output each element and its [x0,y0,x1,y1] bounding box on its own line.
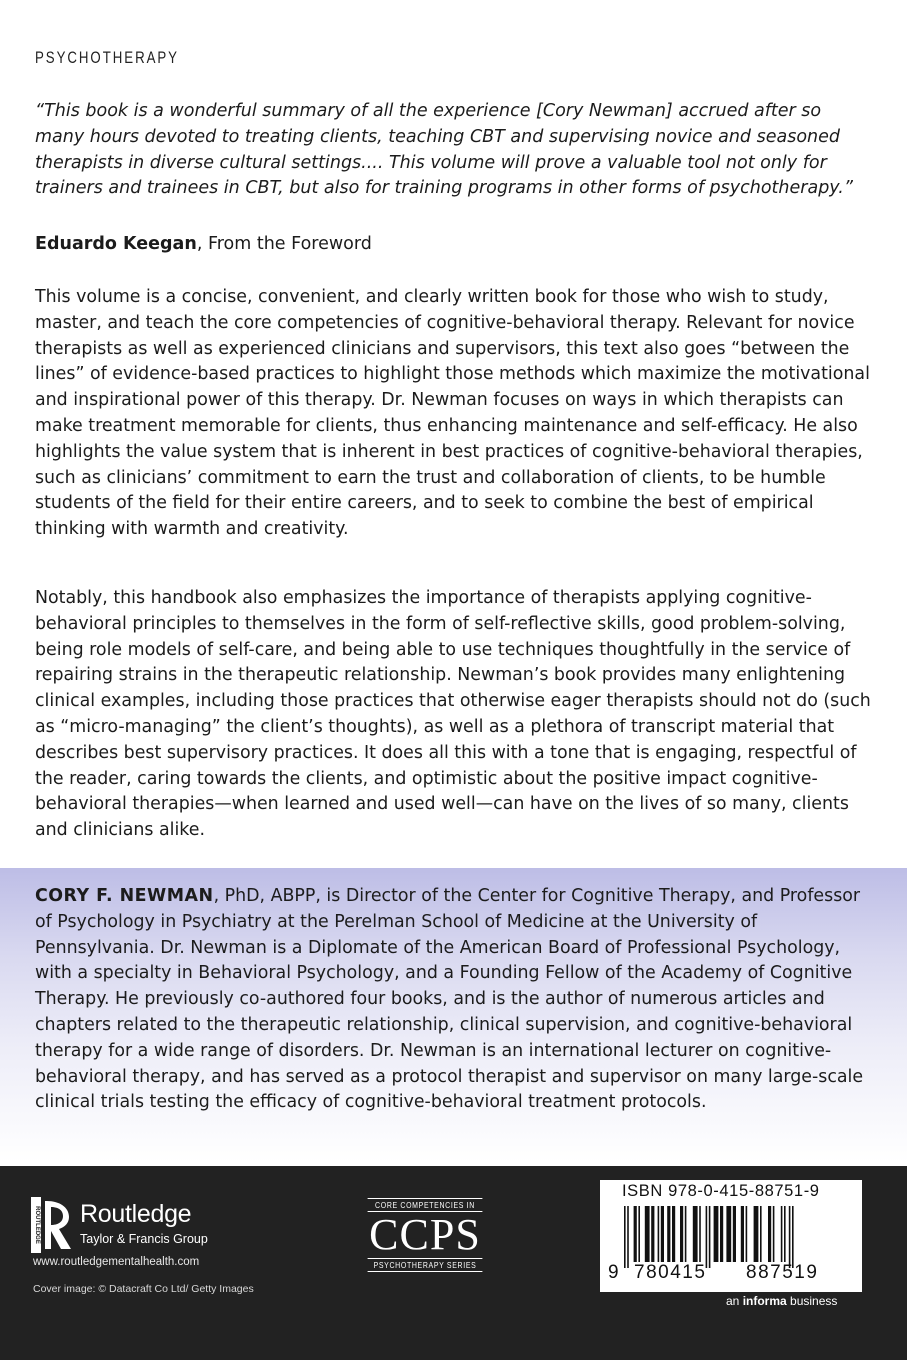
category-label: PSYCHOTHERAPY [35,48,179,67]
barcode-bar [638,1206,640,1262]
barcode-bar [773,1206,775,1262]
author-bio-text: , PhD, ABPP, is Director of the Center for Cognitive Therapy, and Professor of Psychology in Psychiatry at the Perelman School of Medicine at the University of Pennsylvania. Dr. Newman is a Diplomate of the American Board of Professional Psychology, with a specialty in Behavioral Psychology, and a Founding Fellow of the Academy of Cognitive Therapy. He previously co-authored four books, and is the author of numerous articles and chapters related to the therapeutic relationship, clinical supervision, and cognitive-behavioral therapy for a wide range of disorders. Dr. Newman is an international lecturer on cognitive-behavioral therapy, and has served as a protocol therapist and supervisor on many large-scale clinical trials testing the efficacy of cognitive-behavioral treatment protocols. [35,886,864,1113]
barcode-bar [658,1206,660,1262]
footer-bar [0,1166,907,1360]
attribution-name: Eduardo Keegan [35,234,197,254]
barcode-bar [789,1206,791,1268]
attribution-source: , From the Foreword [196,234,372,254]
barcode-bar [792,1206,794,1268]
barcode-left-group: 780415 [634,1262,707,1283]
barcode-bar [645,1206,650,1262]
barcode-bar [746,1206,748,1262]
barcode-bar [714,1206,719,1262]
barcode-bar [672,1206,675,1262]
barcode-bar [661,1206,664,1262]
series-top: CORE COMPETENCIES IN [368,1198,483,1212]
publisher-url[interactable]: www.routledgementalhealth.com [33,1256,200,1268]
routledge-logo-text: ROUTLEDGE [34,1206,40,1244]
barcode-bar [784,1206,786,1262]
author-bio [35,884,877,1116]
barcode-right-group: 887519 [746,1262,819,1283]
description-paragraph: Notably, this handbook also emphasizes the importance of therapists applying cognitive-behavioral principles to themselves in the form of self-reflective skills, good problem-solving, being role models of self-care, and being able to use techniques thoughtfully in the service of repairing strains in the therapeutic relationship. Newman’s book provides many enlightening clinical examples, including those practices that otherwise eager therapists should not do (such as “micro-managing” the client’s thoughts), as well as a plethora of transcript material that describes best supervisory practices. It does all this with a tone that is engaging, respectful of the reader, caring towards the clients, and optimistic about the positive impact cognitive-behavioral therapies—when learned and used well—can have on the lives of so many, clients and clinicians alike. [35,588,871,841]
quote-attribution [35,234,372,254]
barcode-bar [693,1206,698,1262]
barcode-bar [627,1206,629,1268]
barcode-bar [768,1206,771,1262]
series-logo [355,1198,495,1272]
barcode-bar [667,1206,670,1262]
barcode-bar [699,1206,701,1262]
cover-credit: Cover image: © Datacraft Co Ltd/ Getty Images [33,1283,254,1295]
author-name: CORY F. NEWMAN [35,886,214,906]
isbn-label: ISBN 978-0-415-88751-9 [622,1182,820,1200]
barcode-first-digit: 9 [608,1262,619,1283]
barcode-bar [733,1206,736,1262]
series-bottom: PSYCHOTHERAPY SERIES [368,1258,483,1272]
description-paragraph: This volume is a concise, convenient, and clearly written book for those who wish to study, master, and teach the core competencies of cognitive-behavioral therapy. Relevant for novice therapists as well as experienced clinicians and supervisors, this text also goes “between the lines” of evidence-based practices to highlight those methods which maximize the motivational and inspirational power of this therapy. Dr. Newman focuses on ways in which therapists can make treatment memorable for clients, thus enhancing maintenance and self-efficacy. He also highlights the value system that is inherent in best practices of cognitive-behavioral therapies, such as clinicians’ commitment to earn the trust and collaboration of clients, to be humble students of the field for their entire careers, and to seek to combine the best of empirical thinking with warmth and creativity. [35,287,870,540]
barcode-bar [709,1206,711,1268]
barcode-bar [754,1206,759,1262]
routledge-logo-icon [31,1197,75,1253]
barcode-bar [720,1206,723,1262]
barcode-bar [781,1206,783,1262]
barcode-bar [634,1206,637,1262]
publisher-group: Taylor & Francis Group [80,1232,208,1246]
barcode-bar [741,1206,744,1262]
barcode-bar [624,1206,626,1268]
barcode-bar [651,1206,654,1262]
barcode-bar [680,1206,683,1262]
informa-tagline: an informa business [726,1294,838,1308]
foreword-quote: “This book is a wonderful summary of all the experience [Cory Newman] accrued after so many hours devoted to treating clients, teaching CBT and supervising novice and seasoned therapists in diverse cultural settings.... This volume will prove a valuable tool not only for trainers and trainees in CBT, but also for training programs in other forms of psychotherapy.” [35,101,853,199]
barcode-bar [706,1206,708,1268]
series-letters: CCPS [369,1210,481,1259]
barcode-bar [760,1206,762,1262]
publisher-name: Routledge [80,1200,192,1228]
barcode-bar [685,1206,687,1262]
barcode-bar [726,1206,731,1262]
isbn-barcode [600,1180,862,1292]
